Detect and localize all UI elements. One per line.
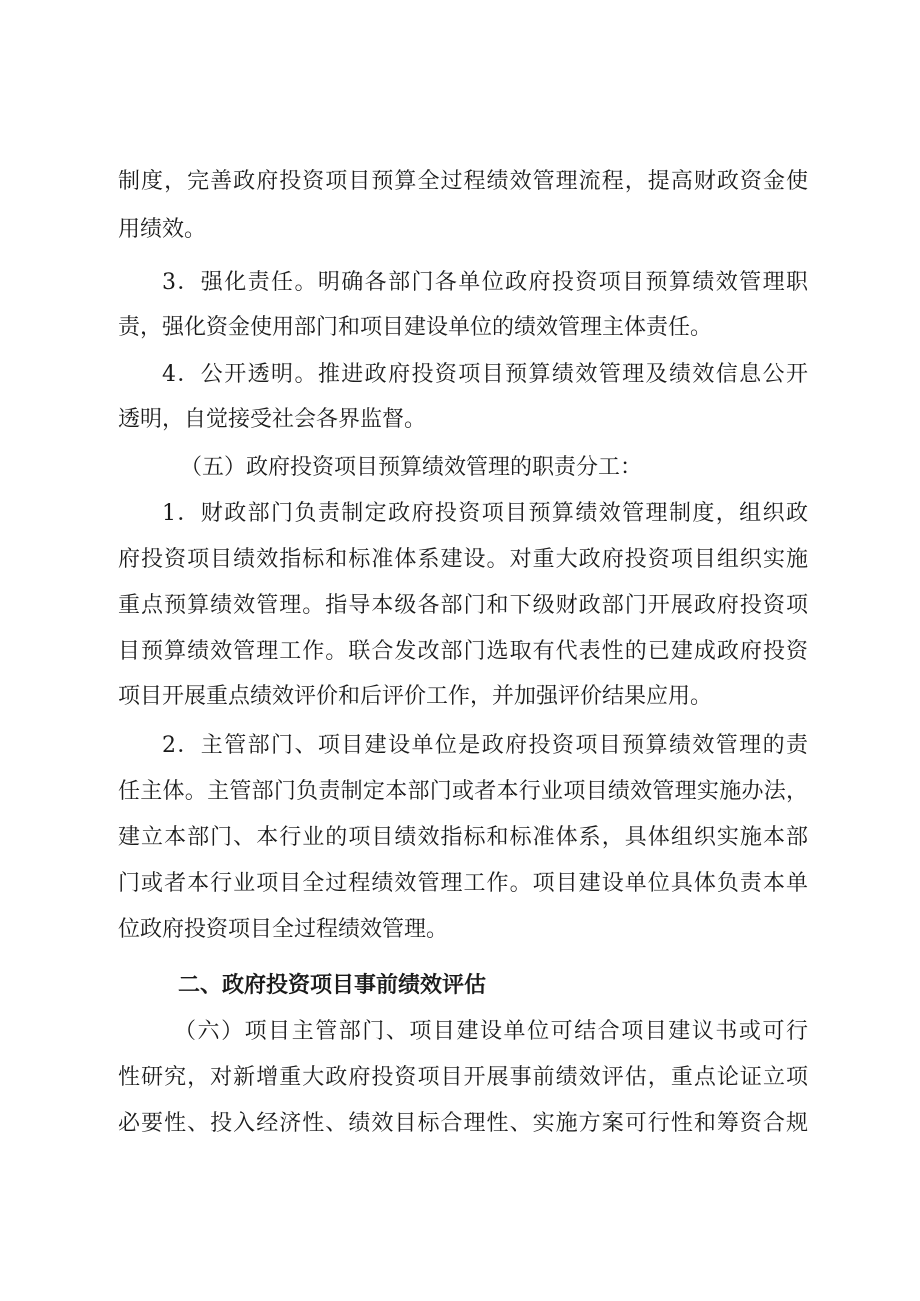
paragraph-line: 府投资项目绩效指标和标准体系建设。对重大政府投资项目组织实施 xyxy=(118,547,808,572)
paragraph-line: 位政府投资项目全过程绩效管理。 xyxy=(118,917,449,942)
paragraph-line: 1．财政部门负责制定政府投资项目预算绩效管理制度，组织政 xyxy=(162,501,808,526)
paragraph-line: 2．主管部门、项目建设单位是政府投资项目预算绩效管理的责 xyxy=(162,733,808,758)
paragraph-line: 3．强化责任。明确各部门各单位政府投资项目预算绩效管理职 xyxy=(162,270,808,295)
paragraph-line: 性研究，对新增重大政府投资项目开展事前绩效评估，重点论证立项 xyxy=(118,1065,808,1090)
paragraph-line: 用绩效。 xyxy=(118,217,207,242)
paragraph-line: 必要性、投入经济性、绩效目标合理性、实施方案可行性和筹资合规 xyxy=(118,1111,808,1136)
paragraph-line: 项目开展重点绩效评价和后评价工作，并加强评价结果应用。 xyxy=(118,684,713,709)
section-subheading: （五）政府投资项目预算绩效管理的职责分工： xyxy=(180,455,643,480)
paragraph-line: 建立本部门、本行业的项目绩效指标和标准体系，具体组织实施本部 xyxy=(118,825,808,850)
paragraph-line: 目预算绩效管理工作。联合发改部门选取有代表性的已建成政府投资 xyxy=(118,639,808,664)
paragraph-line: 4．公开透明。推进政府投资项目预算绩效管理及绩效信息公开 xyxy=(162,362,808,387)
paragraph-line: 门或者本行业项目全过程绩效管理工作。项目建设单位具体负责本单 xyxy=(118,871,808,896)
paragraph-line: 制度，完善政府投资项目预算全过程绩效管理流程，提高财政资金使 xyxy=(118,169,808,194)
paragraph-line: （六）项目主管部门、项目建设单位可结合项目建议书或可行 xyxy=(174,1019,808,1044)
paragraph-line: 任主体。主管部门负责制定本部门或者本行业项目绩效管理实施办法， xyxy=(118,779,808,804)
section-heading: 二、政府投资项目事前绩效评估 xyxy=(178,973,487,998)
paragraph-line: 重点预算绩效管理。指导本级各部门和下级财政部门开展政府投资项 xyxy=(118,593,808,618)
paragraph-line: 责，强化资金使用部门和项目建设单位的绩效管理主体责任。 xyxy=(118,315,713,340)
paragraph-line: 透明，自觉接受社会各界监督。 xyxy=(118,407,427,432)
